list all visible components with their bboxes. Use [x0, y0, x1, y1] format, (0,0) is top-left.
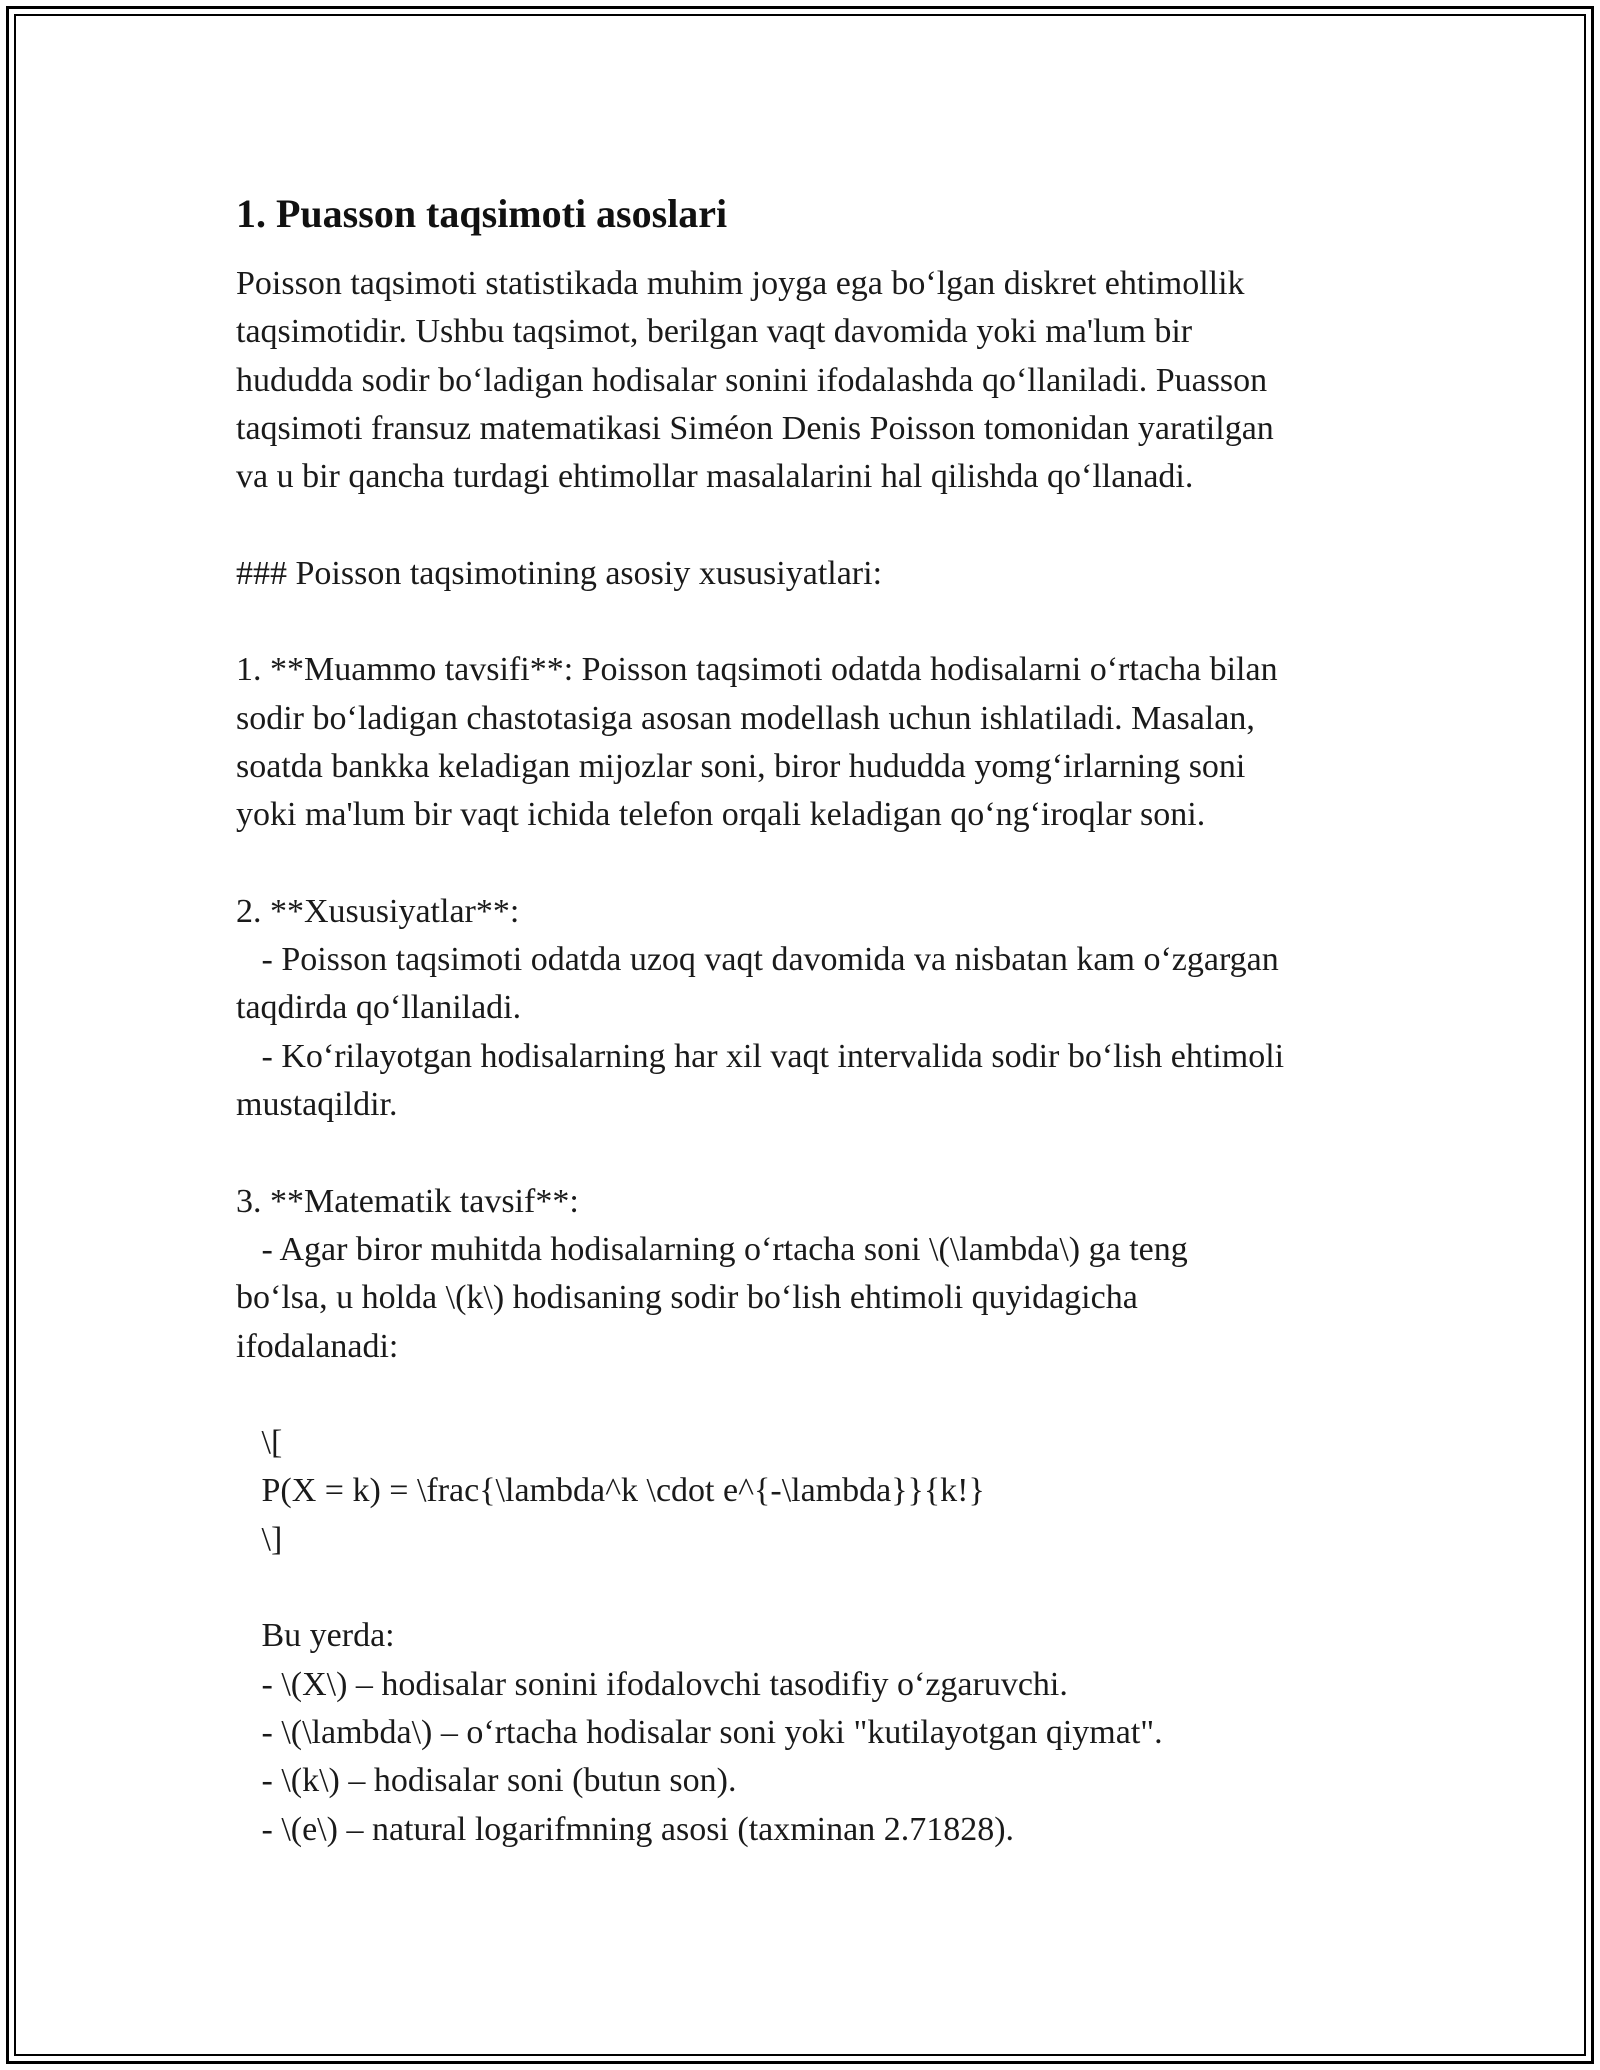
document-content: [236, 180, 1396, 1854]
section-heading: 1. Puasson taqsimoti asoslari: [236, 191, 728, 236]
body-text: Poisson taqsimoti statistikada muhim joyga ega bo‘lgan diskret ehtimollik taqsimotidir. Ushbu taqsimot, berilgan vaqt davomida yoki ma'lum bir hududda sodir bo‘ladigan hodisalar sonini ifodalashda qo‘llaniladi. Puasson taqsimoti fransuz matematikasi Siméon Denis Poisson tomonidan yaratilgan va u bir qancha turdagi ehtimollar masalalarini hal qilishda qo‘llanadi. ### Poisson taqsimotining asosiy xususiyatlari: 1. **Muammo tavsifi**: Poisson taqsimoti odatda hodisalarni o‘rtacha bilan sodir bo‘ladigan chastotasiga asosan modellash uchun ishlatiladi. Masalan, soatda bankka keladigan mijozlar soni, biror hududda yomg‘irlarning soni yoki ma'lum bir vaqt ichida telefon orqali keladigan qo‘ng‘iroqlar soni. 2. **Xususiyatlar**: - Poisson taqsimoti odatda uzoq vaqt davomida va nisbatan kam o‘zgargan taqdirda qo‘llaniladi. - Ko‘rilayotgan hodisalarning har xil vaqt intervalida sodir bo‘lish ehtimoli mustaqildir. 3. **Matematik tavsif**: - Agar biror muhitda hodisalarning o‘rtacha soni \(\lambda\) ga teng bo‘lsa, u holda \(k\) hodisaning sodir bo‘lish ehtimoli quyidagicha ifodalanadi: \[ P(X = k) = \frac{\lambda^k \cdot e^{-\lambda}}{k!} \] Bu yerda: - \(X\) – hodisalar sonini ifodalovchi tasodifiy o‘zgaruvchi. - \(\lambda\) – o‘rtacha hodisalar soni yoki "kutilayotgan qiymat". - \(k\) – hodisalar soni (butun son). - \(e\) – natural logarifmning asosi (taxminan 2.71828).: [236, 265, 1285, 1848]
